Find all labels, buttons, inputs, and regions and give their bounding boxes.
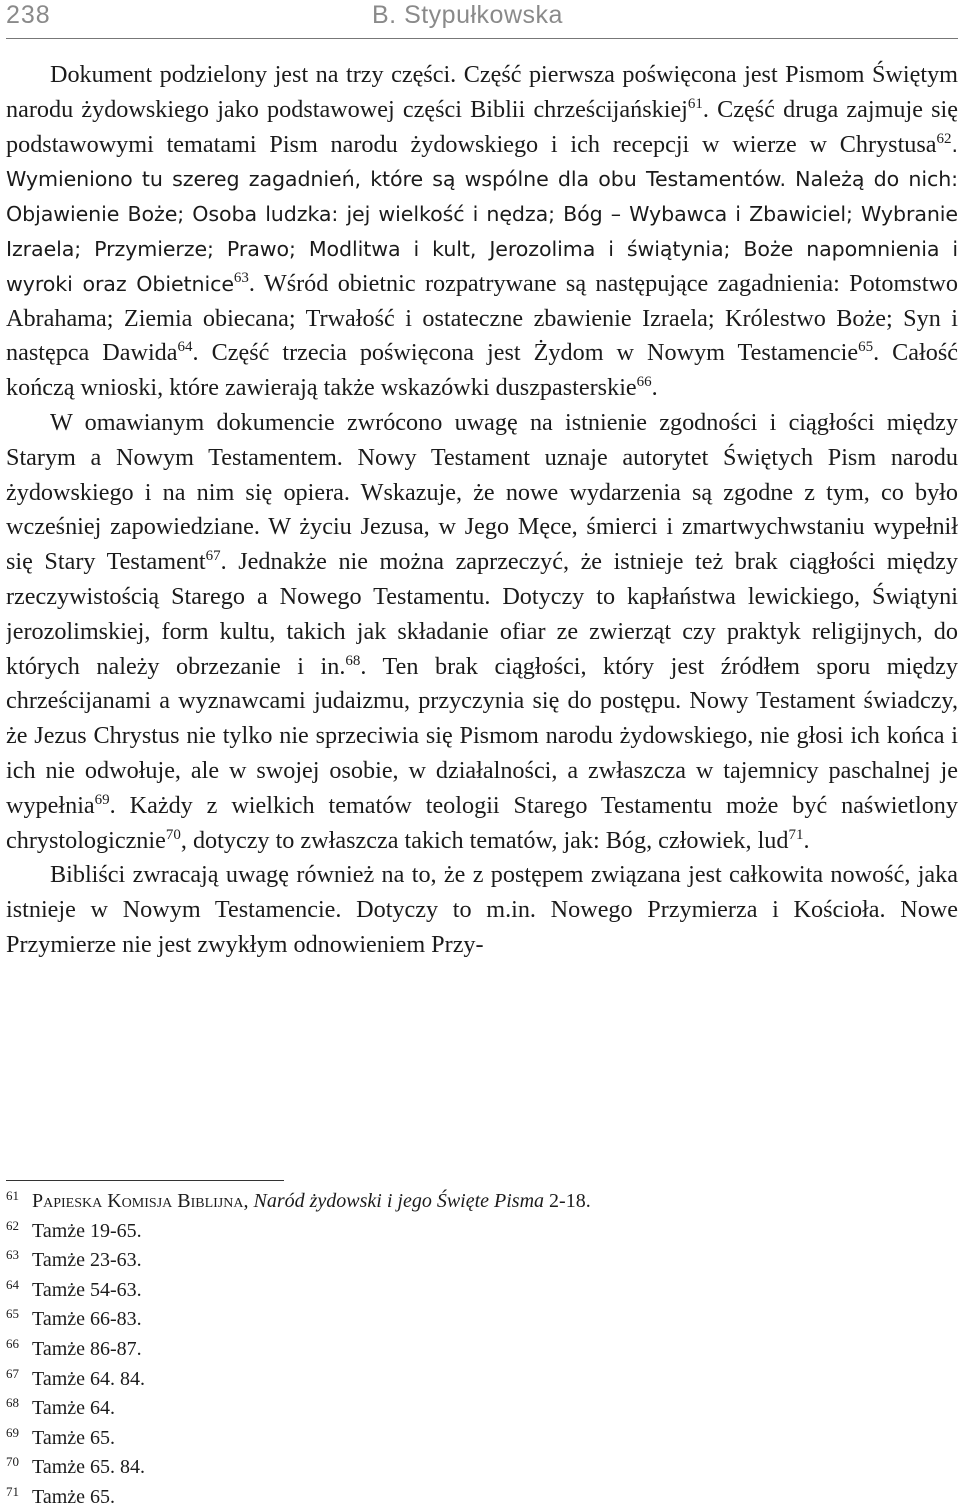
footnote-list [6, 1187, 958, 1511]
footnote [6, 1217, 958, 1247]
footnote-text: Tamże 23-63. [32, 1249, 142, 1272]
footnote-ref: 64 [177, 339, 193, 356]
footnote [6, 1246, 958, 1276]
text-segment: W omawianym dokumencie zwrócono uwagę na istnienie zgodności i ciągłości między Starym a Nowym Testamentem. Nowy Testament uznaje autorytet Świętych Pism narodu żydowskiego i na nim się opiera. Wskazuje, że nowe wydarzenia są zgodne z tym, co było wcześniej zapowiedziane. W życiu Jezusa, w Jego Męce, śmierci i zmartwychwstaniu wypełnił się Stary Testament [6, 408, 958, 576]
footnote-text: Tamże 65. 84. [32, 1456, 146, 1479]
footnote [6, 1453, 958, 1483]
footnotes [6, 1180, 958, 1511]
footnote [6, 1394, 958, 1424]
footnote-number: 68 [6, 1395, 19, 1411]
footnote-number: 63 [6, 1247, 19, 1263]
footnote-ref: 61 [687, 95, 703, 112]
text-segment: . Całość kończą wnioski, które zawierają także wskazówki duszpasterskie [6, 339, 958, 402]
footnote-text: Tamże 86-87. [32, 1337, 142, 1360]
footnote-ref: 69 [94, 791, 110, 808]
footnote-text: Tamże 64. 84. [32, 1367, 146, 1390]
footnote [6, 1305, 958, 1335]
footnote-number: 61 [6, 1188, 19, 1203]
footnote [6, 1424, 958, 1454]
footnote-text: Tamże 65. [32, 1485, 116, 1508]
running-head: B. Stypułkowska [372, 1, 563, 29]
footnote-text: Tamże 19-65. [32, 1219, 142, 1242]
footnote [6, 1187, 958, 1217]
footnote-author: Papieska Komisja Biblijna, [32, 1190, 249, 1212]
footnote-ref: 67 [205, 548, 221, 565]
book-page [6, 0, 958, 1511]
footnote-title: Naród żydowski i jego Święte Pisma [253, 1190, 545, 1212]
paragraph [6, 858, 958, 962]
text-segment: . Każdy z wielkich tematów teologii Starego Testamentu może być naświetlony chrystologicznie [6, 791, 958, 854]
footnote-ref: 71 [788, 826, 804, 843]
text-segment: . [803, 826, 810, 854]
footnote-number: 70 [6, 1454, 19, 1470]
footnote-number: 71 [6, 1483, 19, 1499]
footnote-number: 65 [6, 1306, 19, 1322]
footnote-text: Tamże 66-83. [32, 1308, 142, 1331]
text-segment: . Wymieniono tu szereg zagadnień, które są wspólne dla obu Testamentów. Należą do nich: Objawienie Boże; Osoba ludzka: jej wielkość i nędza; Bóg – Wybawca i Zbawiciel; Wybranie Izraela; Przymierze; Prawo; Modlitwa i kult, Jerozolima i świątynia; Boże napomnienia i wyroki oraz Obietnice [6, 132, 958, 296]
footnote-ref: 62 [936, 130, 952, 147]
footnote-ref: 68 [345, 652, 361, 669]
footnote-text: Tamże 64. [32, 1397, 116, 1420]
footnote-ref: 66 [636, 374, 652, 391]
footnote-number: 69 [6, 1424, 19, 1440]
footnote-ref: 70 [165, 826, 181, 843]
footnote-number: 62 [6, 1217, 19, 1233]
footnote-number: 66 [6, 1335, 19, 1351]
text-segment: , dotyczy to zwłaszcza takich tematów, jak: Bóg, człowiek, lud [180, 826, 789, 854]
footnote [6, 1365, 958, 1395]
text-segment: . Część trzecia poświęcona jest Żydom w Nowym Testamencie [192, 339, 859, 367]
footnote-number: 67 [6, 1365, 19, 1381]
paragraph [6, 58, 958, 406]
text-segment: Dokument podzielony jest na trzy części. Część pierwsza poświęcona jest Pismom Świętym narodu żydowskiego jako podstawowej części Biblii chrześcijańskiej [6, 61, 958, 123]
text-segment: . Jednakże nie można zaprzeczyć, że istnieje też brak ciągłości między rzeczywistością Starego a Nowego Testamentu. Dotyczy to kapłaństwa lewickiego, Świątyni jerozolimskiej, form kultu, takich jak składanie ofiar ze zwierząt czy praktyk religijnych, do których należy obrzezanie i in. [6, 548, 958, 680]
footnote-number: 64 [6, 1276, 19, 1292]
page-header [6, 0, 958, 39]
page-number: 238 [6, 1, 51, 29]
text-segment: . Wśród obietnic rozpatrywane są następujące zagadnienia: Potomstwo Abrahama; Ziemia obiecana; Trwałość i ostateczne zbawienie Izraela; Królestwo Boże; Syn i następca Dawida [6, 269, 958, 367]
footnote-text: Tamże 65. [32, 1426, 116, 1449]
body-text [6, 58, 958, 963]
text-segment: . Ten brak ciągłości, który jest źródłem sporu między chrześcijanami a wyznawcami judaizmu, przyczynia się do postępu. Nowy Testament świadczy, że Jezus Chrystus nie tylko nie sprzeciwia się Pismom narodu żydowskiego, nie głosi ich końca i ich nie odwołuje, ale w swojej osobie, w działalności, a zwłaszcza w tajemnicy paschalnej je wypełnia [6, 652, 958, 819]
footnote-text: Tamże 54-63. [32, 1278, 142, 1301]
footnote-text: 2-18. [544, 1190, 591, 1212]
text-segment: . [651, 374, 658, 402]
footnote [6, 1276, 958, 1306]
text-segment: . Część druga zajmuje się podstawowymi tematami Pism narodu żydowskiego i ich recepcji w wierze w Chrystusa [6, 95, 958, 158]
text-segment: Bibliści zwracają uwagę również na to, że z postępem związana jest całkowita nowość, jaka istnieje w Nowym Testamencie. Dotyczy to m.in. Nowego Przymierza i Kościoła. Nowe Przymierze nie jest zwykłym odnowieniem Przy- [6, 861, 958, 958]
footnote [6, 1335, 958, 1365]
footnote-rule [6, 1180, 284, 1181]
footnote [6, 1483, 958, 1511]
footnote-ref: 63 [233, 269, 249, 286]
paragraph [6, 406, 958, 858]
footnote-ref: 65 [858, 339, 874, 356]
